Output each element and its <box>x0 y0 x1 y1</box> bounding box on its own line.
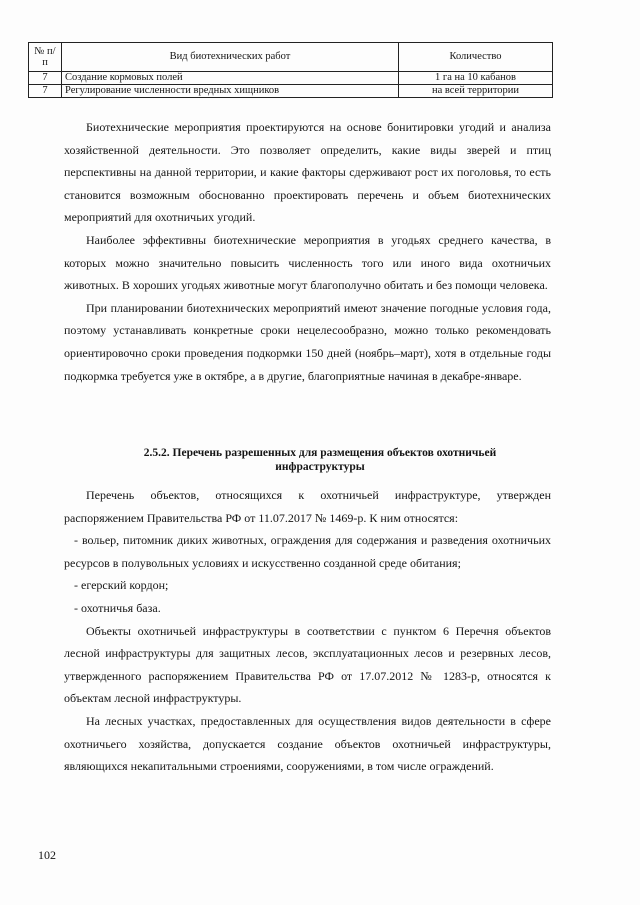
paragraph: Перечень объектов, относящихся к охотничьей инфраструктуре, утвержден распоряжением Правительства РФ от 11.07.2017 № 1469-р. К ним относятся: <box>64 488 551 525</box>
row-work-type: Регулирование численности вредных хищников <box>62 85 399 98</box>
list-item: - егерский кордон; <box>74 578 169 593</box>
biotech-works-table <box>28 42 553 98</box>
list-item: - охотничья база. <box>74 600 161 615</box>
table-header-row <box>29 43 553 72</box>
header-quantity: Количество <box>399 43 553 72</box>
body-text-top <box>64 116 551 387</box>
row-work-type: Создание кормовых полей <box>62 72 399 85</box>
paragraph: Биотехнические мероприятия проектируются на основе бонитировки угодий и анализа хозяйственной деятельности. Это позволяет определить, какие виды зверей и птиц перспективны на данной территории, и какие факторы сдерживают рост их поголовья, то есть становится возможным обоснованно проектировать перечень и объем биотехнических мероприятий для охотничьих угодий. <box>64 120 551 225</box>
paragraph: На лесных участках, предоставленных для осуществления видов деятельности в сфере охотничьего хозяйства, допускается создание объектов охотничьей инфраструктуры, являющихся некапитальными строениями, сооружениями, в том числе ограждений. <box>64 713 551 774</box>
row-num: 7 <box>29 85 62 98</box>
header-num: № п/п <box>29 43 62 72</box>
paragraph: Наиболее эффективны биотехнические мероприятия в угодьях среднего качества, в которых можно значительно повысить численность того или иного вида охотничьих животных. В хороших угодьях животные могут благополучно обитать и без помощи человека. <box>64 232 551 293</box>
page-number: 102 <box>38 848 56 862</box>
row-quantity: 1 га на 10 кабанов <box>399 72 553 85</box>
row-quantity: на всей территории <box>399 85 553 98</box>
paragraph: Объекты охотничьей инфраструктуры в соответствии с пунктом 6 Перечня объектов лесной инфраструктуры для защитных лесов, эксплуатационных лесов и резервных лесов, утвержденного распоряжением Правительства РФ от 17.07.2012 № 1283-р, относятся к объектам лесной инфраструктуры. <box>64 623 551 706</box>
table-row <box>29 85 553 98</box>
list-item: - вольер, питомник диких животных, ограждения для содержания и разведения охотничьих ресурсов в полувольных условиях и искусственно созданной среде обитания; <box>64 533 551 570</box>
table-row <box>29 72 553 85</box>
row-num: 7 <box>29 72 62 85</box>
paragraph: При планировании биотехнических мероприятий имеют значение погодные условия года, поэтому устанавливать конкретные сроки нецелесообразно, можно только рекомендовать ориентировочно сроки проведения подкормки 150 дней (ноябрь–март), хотя в отдельные годы подкормка требуется уже в октябре, а в другие, благоприятные начиная в декабре-январе. <box>64 300 551 383</box>
section-heading: 2.5.2. Перечень разрешенных для размещения объектов охотничьей инфраструктуры <box>143 447 497 473</box>
body-text-bottom <box>64 484 551 778</box>
header-work-type: Вид биотехнических работ <box>62 43 399 72</box>
